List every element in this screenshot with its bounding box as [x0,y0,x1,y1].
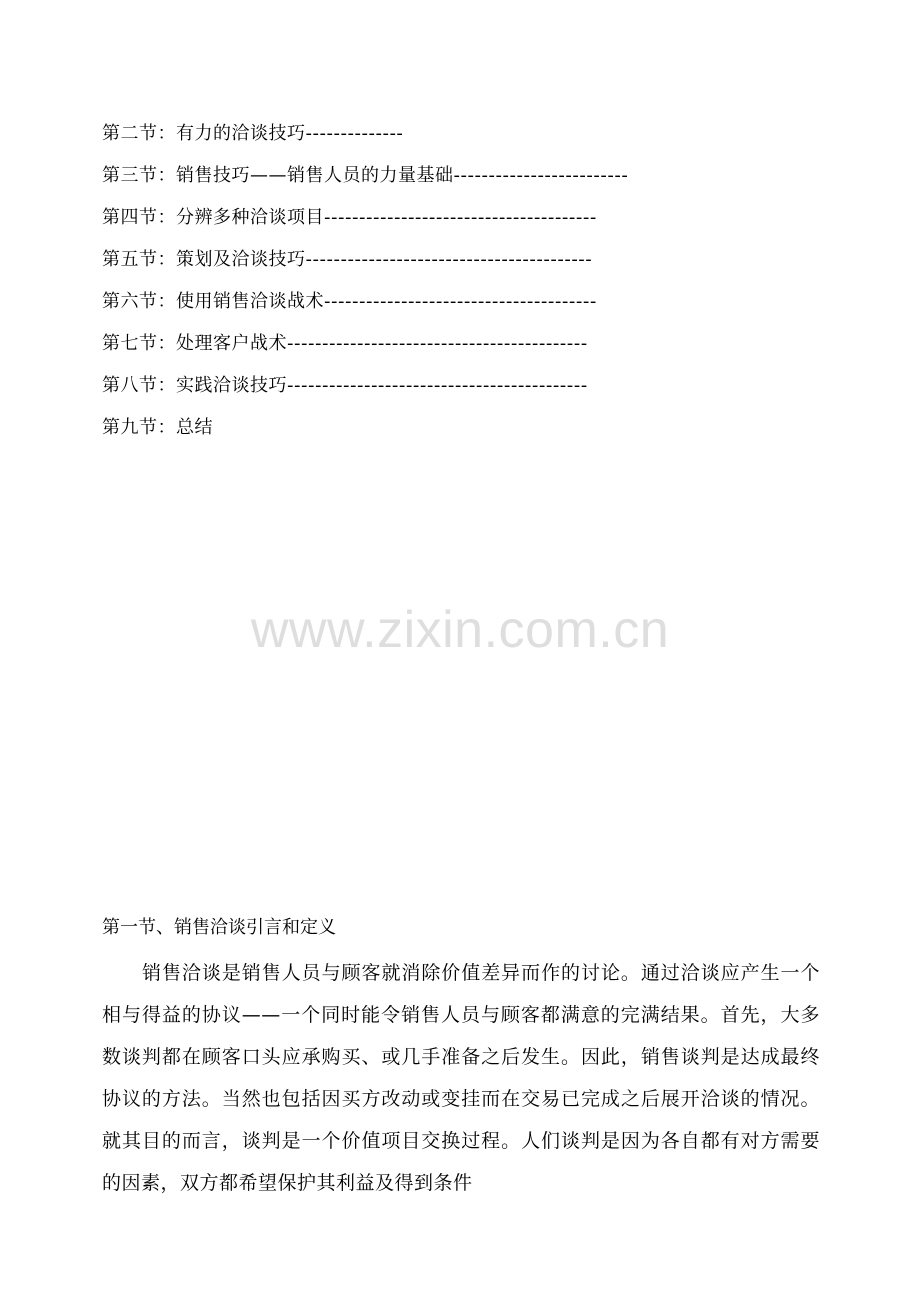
toc-entry-section-8: 第八节：实践洽谈技巧------------------------------------------- [102,375,588,396]
toc-entry-section-2: 第二节：有力的洽谈技巧-------------- [102,123,404,144]
toc-entry-section-3: 第三节：销售技巧——销售人员的力量基础------------------------- [102,165,629,186]
toc-entry-section-9: 第九节：总结 [102,417,213,438]
body-paragraph: 销售洽谈是销售人员与顾客就消除价值差异而作的讨论。通过洽谈应产生一个相与得益的协议——一个同时能令销售人员与顾客都满意的完满结果。首先，大多数谈判都在顾客口头应承购买、或几手准备之后发生。因此，销售谈判是达成最终协议的方法。当然也包括因买方改动或变挂而在交易已完成之后展开洽谈的情况。就其目的而言，谈判是一个价值项目交换过程。人们谈判是因为各自都有对方需要的因素，双方都希望保护其利益及得到条件 [102,962,820,1194]
toc-entry-section-4: 第四节：分辨多种洽谈项目--------------------------------------- [102,207,597,228]
table-of-contents [102,114,822,450]
watermark: www.zixin.com.cn [250,601,670,659]
toc-entry-section-7: 第七节：处理客户战术------------------------------------------- [102,333,588,354]
toc-entry-section-5: 第五节：策划及洽谈技巧----------------------------------------- [102,249,593,270]
section-heading: 第一节、销售洽谈引言和定义 [102,917,336,938]
toc-entry-section-6: 第六节：使用销售洽谈战术--------------------------------------- [102,291,597,312]
